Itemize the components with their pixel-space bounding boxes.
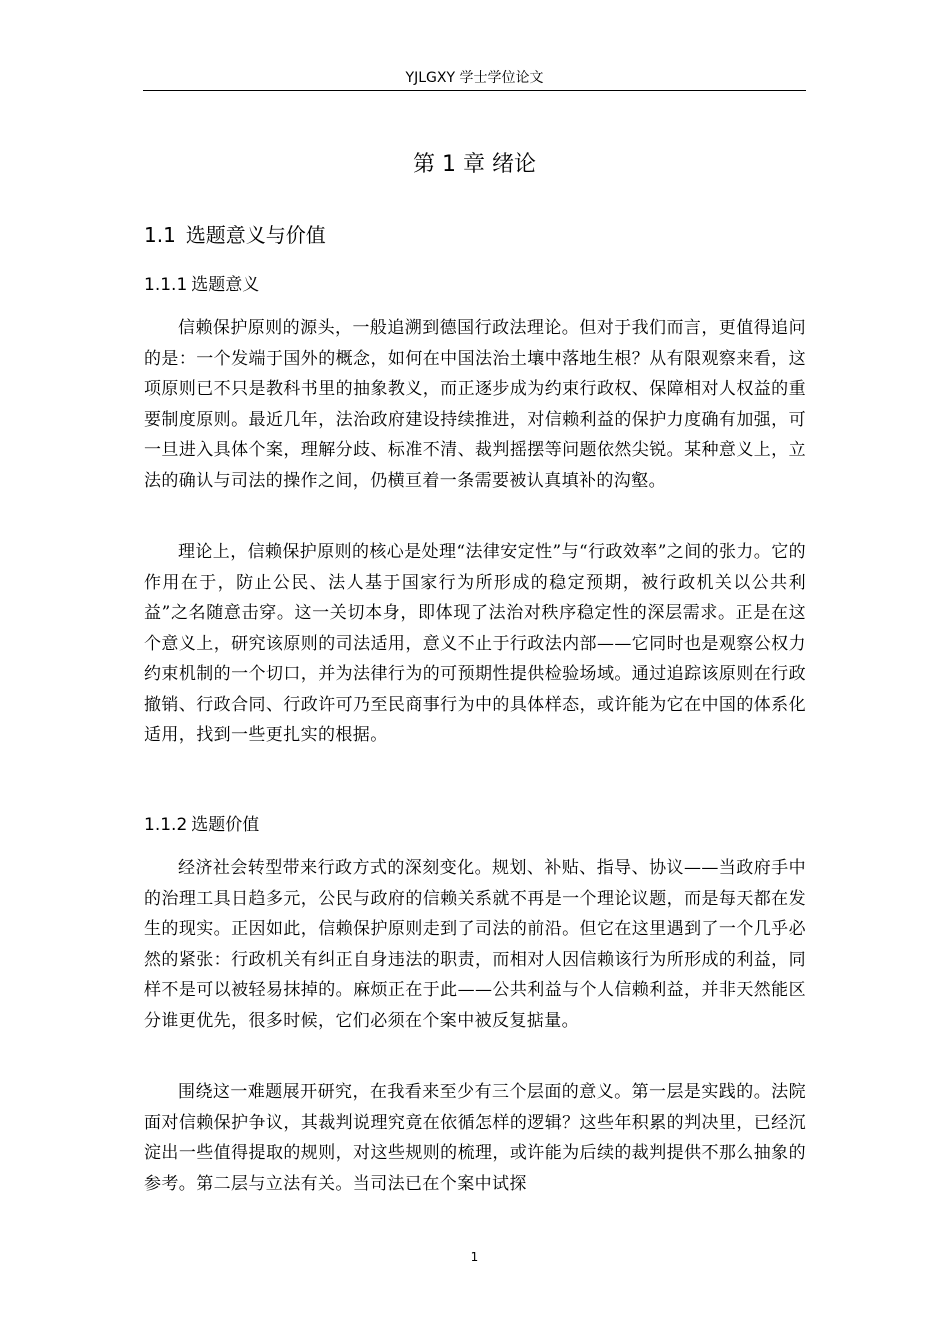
- section-title: 选题意义与价值: [185, 223, 326, 247]
- chapter-title: 第 1 章 绪论: [413, 152, 536, 177]
- subsection-heading-1-1-1: [144, 272, 259, 298]
- page-header: YJLGXY 学士学位论文: [405, 70, 544, 86]
- header-rule: [143, 90, 806, 91]
- subsection-title: 选题价值: [191, 815, 260, 835]
- body-paragraph-2: 理论上，信赖保护原则的核心是处理“法律安定性”与“行政效率”之间的张力。它的作用在于，防止公民、法人基于国家行为所形成的稳定预期，被行政机关以公共利益”之名随意击穿。这一关切本身，即体现了法治对秩序稳定性的深层需求。正是在这个意义上，研究该原则的司法适用，意义不止于行政法内部——它同时也是观察公权力约束机制的一个切口，并为法律行为的可预期性提供检验场域。通过追踪该原则在行政撤销、行政合同、行政许可乃至民商事行为中的具体样态，或许能为它在中国的体系化适用，找到一些更扎实的根据。: [144, 542, 806, 745]
- subsection-number: 1.1.1: [144, 275, 188, 295]
- body-paragraph-3: 经济社会转型带来行政方式的深刻变化。规划、补贴、指导、协议——当政府手中的治理工具日趋多元，公民与政府的信赖关系就不再是一个理论议题，而是每天都在发生的现实。正因如此，信赖保护原则走到了司法的前沿。但它在这里遇到了一个几乎必然的紧张：行政机关有纠正自身违法的职责，而相对人因信赖该行为所形成的利益，同样不是可以被轻易抹掉的。麻烦正在于此——公共利益与个人信赖利益，并非天然能区分谁更优先，很多时候，它们必须在个案中被反复掂量。: [144, 858, 806, 1031]
- section-number: 1.1: [144, 223, 176, 247]
- section-heading-1-1: [144, 220, 326, 250]
- body-paragraph-1: 信赖保护原则的源头，一般追溯到德国行政法理论。但对于我们而言，更值得追问的是：一个发端于国外的概念，如何在中国法治土壤中落地生根？从有限观察来看，这项原则已不只是教科书里的抽象教义，而正逐步成为约束行政权、保障相对人权益的重要制度原则。最近几年，法治政府建设持续推进，对信赖利益的保护力度确有加强，可一旦进入具体个案，理解分歧、标准不清、裁判摇摆等问题依然尖锐。某种意义上，立法的确认与司法的操作之间，仍横亘着一条需要被认真填补的沟壑。: [144, 318, 806, 491]
- subsection-title: 选题意义: [191, 275, 260, 295]
- page-number: 1: [470, 1250, 479, 1264]
- subsection-number: 1.1.2: [144, 815, 188, 835]
- subsection-heading-1-1-2: [144, 812, 259, 838]
- body-paragraph-4: 围绕这一难题展开研究，在我看来至少有三个层面的意义。第一层是实践的。法院面对信赖保护争议，其裁判说理究竟在依循怎样的逻辑？这些年积累的判决里，已经沉淀出一些值得提取的规则，对这些规则的梳理，或许能为后续的裁判提供不那么抽象的参考。第二层与立法有关。当司法已在个案中试探: [144, 1082, 806, 1194]
